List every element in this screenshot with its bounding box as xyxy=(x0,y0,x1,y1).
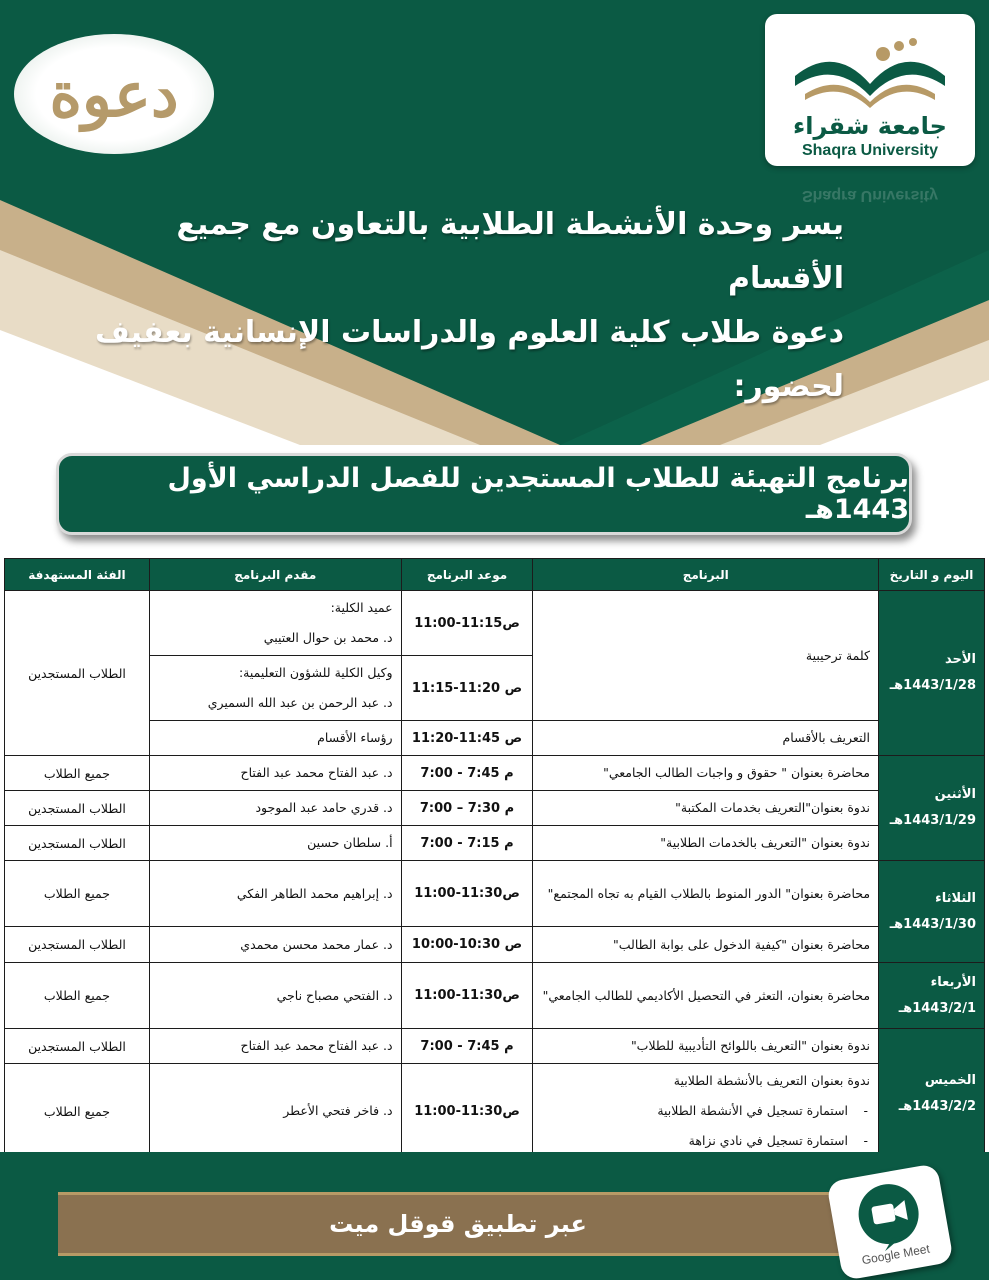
presenter-cell xyxy=(149,656,401,721)
program-title: برنامج التهيئة للطلاب المستجدين للفصل الدراسي الأول 1443هـ xyxy=(167,463,909,525)
day-date: 1443/2/1هـ xyxy=(898,1000,976,1016)
header xyxy=(0,0,989,445)
platform-bar xyxy=(58,1192,858,1256)
audience-cell: جميع الطلاب xyxy=(5,1064,150,1159)
day-cell-tuesday xyxy=(879,861,985,963)
time-cell: 7:00 – 7:30 م xyxy=(401,791,533,826)
dawa-logo-text: دعوة xyxy=(49,57,179,131)
table-row xyxy=(5,721,985,756)
presenter-cell: رؤساء الأقسام xyxy=(149,721,401,756)
dawa-logo xyxy=(14,34,214,154)
audience-cell: جميع الطلاب xyxy=(5,756,150,791)
audience-cell: الطلاب المستجدين xyxy=(5,826,150,861)
schedule-area xyxy=(0,557,989,1152)
time-cell: 11:20-11:45 ص xyxy=(401,721,533,756)
day-name: الأربعاء xyxy=(930,974,976,990)
day-date: 1443/1/30هـ xyxy=(889,916,976,932)
day-cell-thursday xyxy=(879,1029,985,1159)
table-row xyxy=(5,861,985,927)
presenter-cell: د. عمار محمد محسن محمدي xyxy=(149,927,401,963)
schedule-table xyxy=(4,558,985,1159)
banner-area xyxy=(0,445,989,557)
presenter-cell: د. عبد الفتاح محمد عبد الفتاح xyxy=(149,1029,401,1064)
program-title-banner xyxy=(56,453,912,535)
header-day: اليوم و التاريخ xyxy=(879,559,985,591)
presenter-role: عميد الكلية: xyxy=(330,600,393,615)
platform-text: عبر تطبيق قوقل ميت xyxy=(329,1210,587,1238)
program-cell: كلمة ترحيبية xyxy=(533,591,879,721)
day-name: الخميس xyxy=(924,1072,976,1088)
presenter-cell: أ. سلطان حسين xyxy=(149,826,401,861)
audience-cell: الطلاب المستجدين xyxy=(5,591,150,756)
day-date: 1443/2/2هـ xyxy=(898,1098,976,1114)
open-book-icon xyxy=(765,14,975,114)
program-cell: ندوة بعنوان "التعريف بالخدمات الطلابية" xyxy=(533,826,879,861)
header-time: موعد البرنامج xyxy=(401,559,533,591)
time-cell: 7:00 - 7:15 م xyxy=(401,826,533,861)
program-cell: ندوة بعنوان "التعريف باللوائح التأديبية للطلاب" xyxy=(533,1029,879,1064)
program-cell: محاضرة بعنوان "كيفية الدخول على بوابة الطالب" xyxy=(533,927,879,963)
audience-cell: الطلاب المستجدين xyxy=(5,791,150,826)
audience-cell: جميع الطلاب xyxy=(5,963,150,1029)
program-title: ندوة بعنوان التعريف بالأنشطة الطلابية xyxy=(673,1073,871,1088)
table-row xyxy=(5,826,985,861)
footer xyxy=(0,1152,989,1280)
presenter-role: وكيل الكلية للشؤون التعليمية: xyxy=(238,665,393,680)
time-cell: 11:15-11:20 ص xyxy=(401,656,533,721)
intro-line-3: لحضور: xyxy=(733,369,844,404)
table-row xyxy=(5,927,985,963)
day-date: 1443/1/28هـ xyxy=(889,678,976,693)
program-cell: التعريف بالأقسام xyxy=(533,721,879,756)
presenter-cell: د. إبراهيم محمد الطاهر الفكي xyxy=(149,861,401,927)
audience-cell: الطلاب المستجدين xyxy=(5,927,150,963)
program-cell xyxy=(533,1064,879,1159)
program-cell: ندوة بعنوان"التعريف بخدمات المكتبة" xyxy=(533,791,879,826)
day-name: الأحد xyxy=(944,652,976,667)
presenter-cell: د. الفتحي مصباح ناجي xyxy=(149,963,401,1029)
table-row xyxy=(5,1064,985,1159)
presenter-cell: د. فاخر فتحي الأعطر xyxy=(149,1064,401,1159)
audience-cell: الطلاب المستجدين xyxy=(5,1029,150,1064)
bullet-item: - استمارة تسجيل في الأنشطة الطلابية xyxy=(541,1096,870,1126)
time-cell: 11:00-11:30ص xyxy=(401,1064,533,1159)
program-cell: محاضرة بعنوان" الدور المنوط بالطلاب القيام به تجاه المجتمع" xyxy=(533,861,879,927)
time-cell: 7:00 - 7:45 م xyxy=(401,1029,533,1064)
time-cell: 10:00-10:30 ص xyxy=(401,927,533,963)
presenter-name: د. عبد الرحمن بن عبد الله السميري xyxy=(207,695,393,710)
audience-cell: جميع الطلاب xyxy=(5,861,150,927)
time-cell: 11:00-11:15ص xyxy=(401,591,533,656)
table-row xyxy=(5,1029,985,1064)
program-cell: محاضرة بعنوان " حقوق و واجبات الطالب الجامعي" xyxy=(533,756,879,791)
table-row xyxy=(5,756,985,791)
day-date: 1443/1/29هـ xyxy=(889,813,976,828)
university-name-ar: جامعة شقراء xyxy=(793,112,947,140)
university-logo xyxy=(765,14,975,166)
day-cell-monday xyxy=(879,756,985,861)
day-cell-wednesday xyxy=(879,963,985,1029)
time-cell: 7:00 - 7:45 م xyxy=(401,756,533,791)
google-meet-label: Google Meet xyxy=(860,1241,931,1268)
intro-line-1: يسر وحدة الأنشطة الطلابية بالتعاون مع جميع الأقسام xyxy=(176,207,844,296)
time-cell: 11:00-11:30ص xyxy=(401,963,533,1029)
table-row xyxy=(5,591,985,656)
program-cell: محاضرة بعنوان، التعثر في التحصيل الأكاديمي للطالب الجامعي" xyxy=(533,963,879,1029)
time-cell: 11:00-11:30ص xyxy=(401,861,533,927)
table-header-row xyxy=(5,559,985,591)
presenter-cell: د. قدري حامد عبد الموجود xyxy=(149,791,401,826)
day-cell-sunday xyxy=(879,591,985,756)
day-name: الأثنين xyxy=(934,787,976,802)
university-name-en: Shaqra University xyxy=(801,142,939,159)
header-audience: الفئة المستهدفة xyxy=(5,559,150,591)
presenter-cell: د. عبد الفتاح محمد عبد الفتاح xyxy=(149,756,401,791)
bullet-item: - استمارة تسجيل في نادي نزاهة xyxy=(541,1126,870,1156)
presenter-cell xyxy=(149,591,401,656)
table-row xyxy=(5,963,985,1029)
intro-text xyxy=(70,198,844,414)
header-presenter: مقدم البرنامج xyxy=(149,559,401,591)
google-meet-logo xyxy=(826,1163,954,1280)
intro-line-2: دعوة طلاب كلية العلوم والدراسات الإنسانية بعفيف xyxy=(94,315,844,350)
presenter-name: د. محمد بن حوال العتيبي xyxy=(263,630,393,645)
day-name: الثلاثاء xyxy=(935,890,976,906)
header-program: البرنامج xyxy=(533,559,879,591)
table-row xyxy=(5,791,985,826)
university-logo-reflection: Shaqra University xyxy=(801,187,939,204)
